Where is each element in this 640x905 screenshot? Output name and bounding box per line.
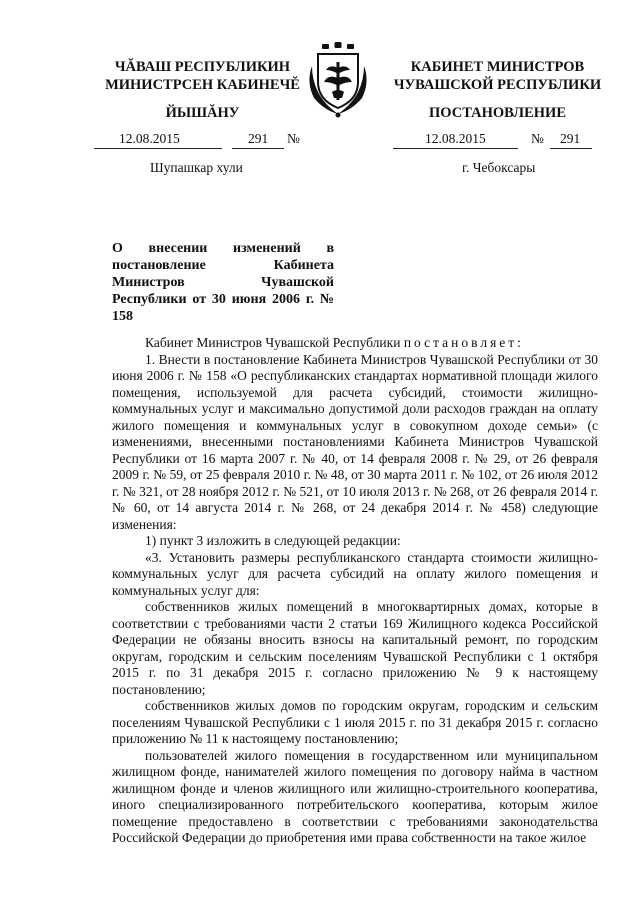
number-left: 291 [248, 131, 269, 146]
paragraph-5: собственников жилых домов по городским округам, городским и сельским поселениям Чувашской Республики с 1 июля 2015 г. по 31 декабря 2015 г. согласно приложению № 11 к настоящему постановлению; [112, 698, 598, 746]
header-left-line2: МИНИСТРСЕН КАБИНЕЧĔ [105, 77, 300, 93]
date-left: 12.08.2015 [119, 131, 180, 146]
header-right-doc-type: ПОСТАНОВЛЕНИЕ [428, 105, 566, 121]
paragraph-6: пользователей жилого помещения в государственном или муниципальном жилищном фонде, нанимателей жилого помещения по договору найма в частном жилищном фонде и членов жилищного или жилищно-строительного кооператива, иного специализированного потребительского кооператива, которым жилое помещение предоставлено в соответствии с требованиями законодательства Российской Федерации до приобретения ими права собственности на такое жилое [112, 747, 598, 845]
header-left-doc-type: ЙЫШĂНУ [165, 105, 240, 121]
date-right: 12.08.2015 [425, 131, 486, 146]
number-underline-right [550, 148, 592, 149]
header-left-line1: ЧĂВАШ РЕСПУБЛИКИН [114, 59, 291, 75]
paragraph-3: «3. Установить размеры республиканского стандарта стоимости жилищно-коммунальных услуг для расчета субсидий на оплату жилого помещения и коммунальных услуг для: [112, 549, 598, 598]
preamble-text: Кабинет Министров Чувашской Республики [145, 335, 401, 350]
paragraph-2: 1) пункт 3 изложить в следующей редакции: [145, 533, 401, 548]
number-underline-left [232, 148, 284, 149]
paragraph-1: 1. Внести в постановление Кабинета Министров Чувашской Республики от 30 июня 2006 г. № 158 «О республиканских стандартах нормативной площади жилого помещения, используемой для расчета субсидий, стоимости жилищно-коммунальных услуг и максимально допустимой доли расходов граждан на оплату жилого помещения и коммунальных услуг в совокупном доходе семьи» (с изменениями, внесенными постановлениями Кабинета Министров Чувашской Республики от 16 марта 2007 г. № 40, от 14 февраля 2008 г. № 29, от 26 февраля 2009 г. № 59, от 25 февраля 2010 г. № 48, от 30 марта 2011 г. № 102, от 26 июля 2012 г. № 321, от 28 ноября 2012 г. № 521, от 10 июля 2013 г. № 268, от 26 февраля 2014 г. № 60, от 14 августа 2014 г. № 268, от 24 декабря 2014 г. № 458) следующие изменения: [112, 351, 598, 532]
preamble-decree: постановляет: [403, 335, 524, 350]
header-right-line1: КАБИНЕТ МИНИСТРОВ [410, 59, 585, 75]
number-sign-left: № [287, 131, 300, 146]
document-body [112, 335, 598, 847]
number-right: 291 [560, 131, 581, 146]
place-right: г. Чебоксары [462, 160, 536, 175]
document-subject: О внесении изменений в постановление Кабинета Министров Чувашской Республики от 30 июня 2006 г. № 158 [112, 241, 334, 324]
paragraph-4: собственников жилых помещений в многоквартирных домах, которые в соответствии с требованиями части 2 статьи 169 Жилищного кодекса Российской Федерации не обязаны вносить взносы на капитальный ремонт, по городским округам, городским и сельским поселениям Чувашской Республики с 1 октября 2015 г. по 31 декабря 2015 г. согласно приложению № 9 к настоящему постановлению; [112, 599, 598, 697]
number-sign-right: № [531, 131, 544, 146]
date-underline-right [393, 148, 518, 149]
coat-of-arms-icon [302, 42, 374, 118]
place-left: Шупашкар хули [150, 160, 243, 175]
date-underline-left [94, 148, 222, 149]
preamble [112, 335, 598, 352]
header-right-line2: ЧУВАШСКОЙ РЕСПУБЛИКИ [393, 77, 602, 93]
coat-of-arms-emblem [302, 42, 374, 118]
